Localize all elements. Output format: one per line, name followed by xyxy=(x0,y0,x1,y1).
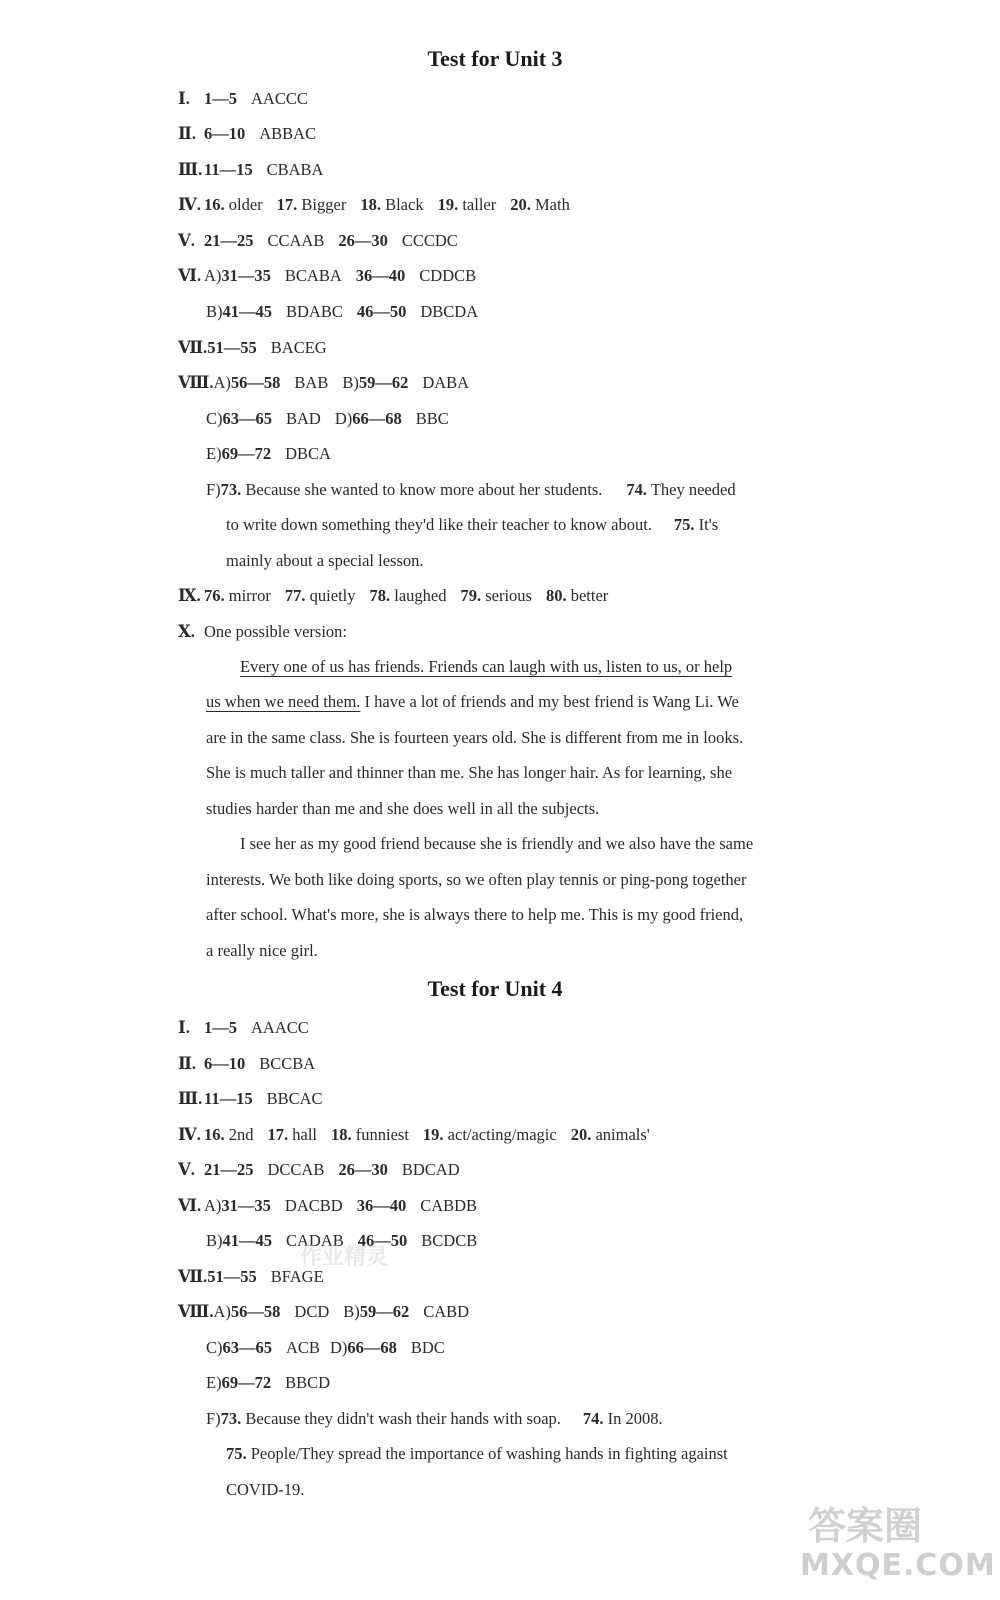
unit3-section-2: Ⅱ. 6—10 ABBAC xyxy=(178,124,317,143)
watermark-logo: 答案圈 xyxy=(808,1504,923,1548)
unit4-section-7: Ⅶ.51—55 BFAGE xyxy=(178,1267,324,1286)
essay-p1-line1: Every one of us has friends. Friends can laugh with us, listen to us, or help xyxy=(240,657,733,676)
unit3-title: Test for Unit 3 xyxy=(427,46,563,71)
unit4-section-8e: E)69—72 BBCD xyxy=(206,1373,331,1392)
unit4-section-3: Ⅲ. 11—15 BBCAC xyxy=(178,1089,323,1108)
watermark-mid: 作业精灵 xyxy=(300,1245,389,1270)
unit4-section-8f-line1: F)73. Because they didn't wash their hands with soap. 74. In 2008. xyxy=(206,1409,663,1428)
unit3-section-8f-line3: mainly about a special lesson. xyxy=(226,551,424,570)
unit3-section-6b: B)41—45 BDABC 46—50 DBCDA xyxy=(206,302,479,321)
unit4-section-8cd: C)63—65 ACB D)66—68 BDC xyxy=(206,1338,445,1357)
unit4-section-2: Ⅱ. 6—10 BCCBA xyxy=(178,1054,316,1073)
essay-p1-line3: are in the same class. She is fourteen years old. She is different from me in looks. xyxy=(206,728,744,747)
unit3-section-5: Ⅴ. 21—25 CCAAB 26—30 CCCDC xyxy=(178,231,458,250)
unit3-section-8f-line2: to write down something they'd like their teacher to know about. 75. It's xyxy=(226,515,719,534)
unit3-section-1: Ⅰ. 1—5 AACCC xyxy=(178,89,308,108)
essay-p2-line2: interests. We both like doing sports, so we often play tennis or ping-pong together xyxy=(206,870,747,889)
unit3-section-10-intro: Ⅹ. One possible version: xyxy=(178,622,347,641)
unit4-section-8f-line3: COVID-19. xyxy=(226,1480,305,1499)
watermark-url: MXQE.COM xyxy=(800,1548,996,1583)
unit3-section-7: Ⅶ.51—55 BACEG xyxy=(178,338,327,357)
unit4-section-4: Ⅳ. 16. 2nd 17. hall 18. funniest 19. act/acting/magic 20. animals' xyxy=(178,1125,650,1144)
unit3-section-3: Ⅲ. 11—15 CBABA xyxy=(178,160,324,179)
essay-p1-line5: studies harder than me and she does well in all the subjects. xyxy=(206,799,600,818)
unit3-section-8e: E)69—72 DBCA xyxy=(206,444,331,463)
unit3-section-8cd: C)63—65 BAD D)66—68 BBC xyxy=(206,409,449,428)
unit3-section-6a: Ⅵ. A)31—35 BCABA 36—40 CDDCB xyxy=(178,266,477,285)
unit3-section-8ab: Ⅷ.A)56—58 BAB B)59—62 DABA xyxy=(178,373,470,392)
unit3-section-8f-line1: F)73. Because she wanted to know more about her students. 74. They needed xyxy=(206,480,736,499)
unit3-section-4: Ⅳ. 16. older 17. Bigger 18. Black 19. taller 20. Math xyxy=(178,195,570,214)
essay-p2-line4: a really nice girl. xyxy=(206,941,318,960)
essay-p2-line1: I see her as my good friend because she is friendly and we also have the same xyxy=(240,834,754,853)
unit4-section-5: Ⅴ. 21—25 DCCAB 26—30 BDCAD xyxy=(178,1160,460,1179)
unit4-section-8f-line2: 75. People/They spread the importance of washing hands in fighting against xyxy=(226,1444,728,1463)
unit3-section-9: Ⅸ. 76. mirror 77. quietly 78. laughed 79. serious 80. better xyxy=(178,586,609,605)
unit4-section-1: Ⅰ. 1—5 AAACC xyxy=(178,1018,309,1037)
unit4-title: Test for Unit 4 xyxy=(427,976,563,1001)
essay-p1-line2: us when we need them. I have a lot of friends and my best friend is Wang Li. We xyxy=(206,692,739,711)
unit4-section-6b: B)41—45 CADAB 46—50 BCDCB xyxy=(206,1231,478,1250)
unit4-section-8ab: Ⅷ.A)56—58 DCD B)59—62 CABD xyxy=(178,1302,470,1321)
essay-p2-line3: after school. What's more, she is always there to help me. This is my good friend, xyxy=(206,905,744,924)
unit4-section-6a: Ⅵ. A)31—35 DACBD 36—40 CABDB xyxy=(178,1196,478,1215)
essay-p1-line4: She is much taller and thinner than me. She has longer hair. As for learning, she xyxy=(206,763,733,782)
